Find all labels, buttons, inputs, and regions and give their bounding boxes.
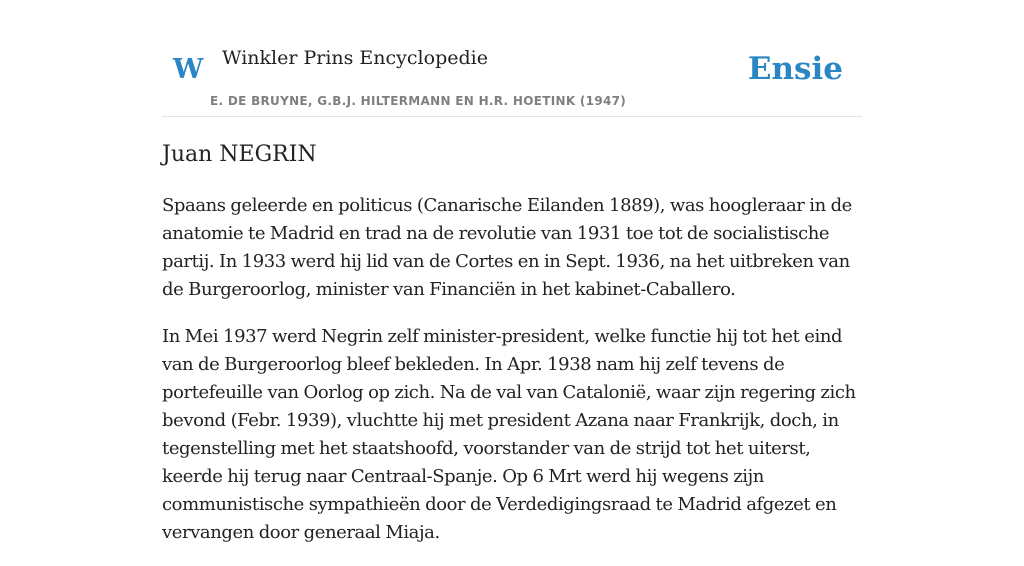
article-title: Juan NEGRIN — [162, 142, 317, 167]
article-paragraph: In Mei 1937 werd Negrin zelf minister-president, welke functie hij tot het eind van de Burgeroorlog bleef bekleden. In Apr. 1938 nam hij zelf tevens de portefeuille van Oorlog op zich. Na de val van Catalonië, waar zijn regering zich bevond (Febr. 1939), vluchtte hij met president Azana naar Frankrijk, doch, in tegenstelling met het staatshoofd, voorstander van de strijd tot het uiterst, keerde hij terug naar Centraal-Spanje. Op 6 Mrt werd hij wegens zijn communistische sympathieën door de Verdedigingsraad te Madrid afgezet en vervangen door generaal Miaja. — [162, 326, 856, 543]
source-title[interactable]: Winkler Prins Encyclopedie — [222, 47, 488, 69]
source-header — [162, 0, 862, 117]
winkler-prins-logo[interactable]: W — [173, 54, 204, 85]
article-body — [162, 192, 862, 566]
source-authors: E. DE BRUYNE, G.B.J. HILTERMANN EN H.R. HOETINK (1947) — [210, 94, 627, 108]
article-paragraph: Spaans geleerde en politicus (Canarische Eilanden 1889), was hoogleraar in de anatomie te Madrid en trad na de revolutie van 1931 toe tot de socialistische partij. In 1933 werd hij lid van de Cortes en in Sept. 1936, na het uitbreken van de Burgeroorlog, minister van Financiën in het kabinet-Caballero. — [162, 195, 852, 300]
ensie-logo[interactable]: Ensie — [747, 51, 843, 87]
